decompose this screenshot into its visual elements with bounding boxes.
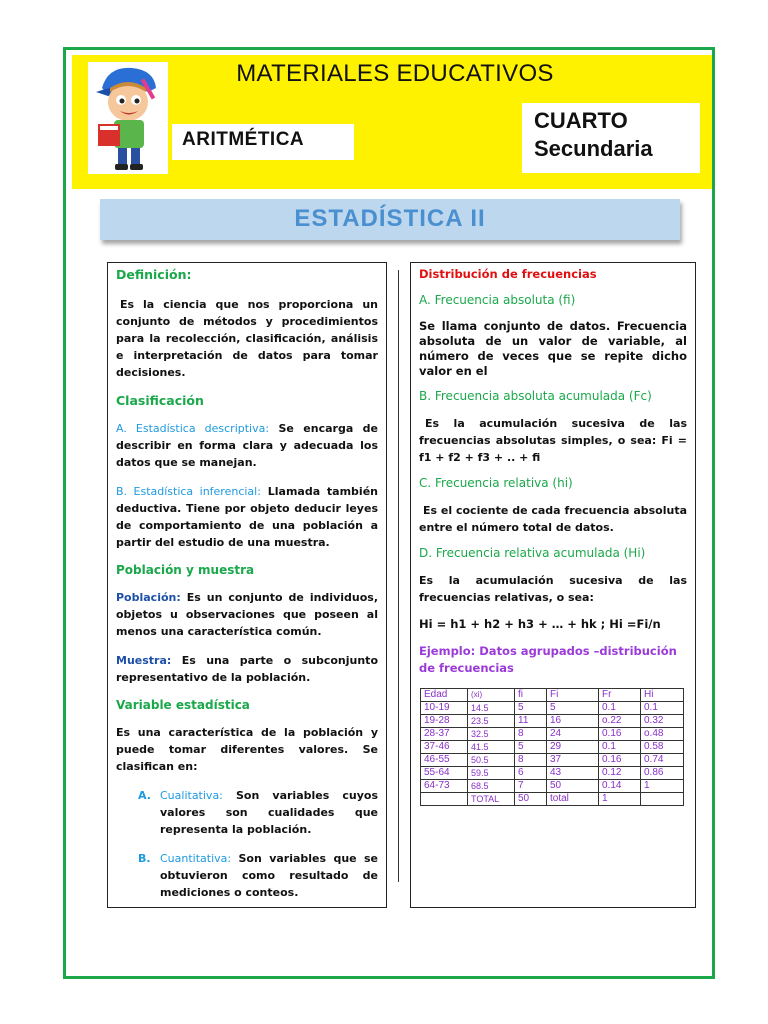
definition-heading: Definición: [116,267,192,282]
table-cell: 16 [547,715,599,728]
table-cell: 14.5 [468,702,515,715]
relative-cumulative-formula: Hi = h1 + h2 + h3 + … + hk ; Hi =Fi/n [419,617,661,631]
header-cell: fi [515,689,547,702]
cumulative-frequency-text: Es la acumulación sucesiva de las frecuencias absolutas simples, o sea: Fi = f1 + f2 + f3 + .. + fi [419,417,687,464]
table-cell: 10-19 [421,702,468,715]
qualitative-label: Cualitativa: [160,789,223,802]
table-cell: 6 [515,767,547,780]
student-mascot-icon [88,62,168,174]
header-cell: Hi [641,689,684,702]
table-cell: 41.5 [468,741,515,754]
table-cell: 46-55 [421,754,468,767]
table-header-row [421,689,684,702]
descriptive-label: A. Estadística descriptiva: [116,422,270,435]
table-cell: 7 [515,780,547,793]
header-cell: Edad [421,689,468,702]
table-cell: 1 [641,780,684,793]
population-heading: Población y muestra [116,563,255,577]
table-cell: 0.58 [641,741,684,754]
absolute-frequency-text: Se llama conjunto de datos. Frecuencia absoluta de un valor de variable, al número de veces que se repite dicho valor en el [419,319,687,378]
table-cell: 43 [547,767,599,780]
table-cell: 64-73 [421,780,468,793]
right-panel [410,262,696,908]
table-cell: 0.86 [641,767,684,780]
variable-heading: Variable estadística [116,698,250,712]
table-cell: 0.1 [599,741,641,754]
table-cell: 68.5 [468,780,515,793]
relative-frequency-heading: C. Frecuencia relativa (hi) [419,476,573,490]
table-cell: 1 [599,793,641,806]
table-cell: 0.14 [599,780,641,793]
quantitative-text: Son variables que se obtuvieron como resultado de mediciones o conteos. [160,852,378,899]
table-cell: 0.16 [599,728,641,741]
table-cell: o.22 [599,715,641,728]
table-cell: 0.1 [641,702,684,715]
table-cell: 5 [515,702,547,715]
qualitative-text: Son variables cuyos valores son cualidades que representa la población. [160,789,378,836]
table-row [421,780,684,793]
example-heading: Ejemplo: Datos agrupados –distribución de frecuencias [419,644,677,675]
descriptive-paragraph [116,420,378,471]
descriptive-text: Se encarga de describir en forma clara y adecuada los datos que se manejan. [116,422,378,469]
variable-text: Es una característica de la población y puede tomar diferentes valores. Se clasifican en: [116,726,378,773]
inferential-label: B. Estadística inferencial: [116,485,261,498]
header-cell: Fi [547,689,599,702]
left-panel [107,262,387,908]
header-cell: Fr [599,689,641,702]
quantitative-item [116,850,378,901]
quantitative-label: Cuantitativa: [160,852,232,865]
classification-heading: Clasificación [116,393,204,408]
table-cell: 0.74 [641,754,684,767]
grade-label [522,103,700,173]
table-cell: 11 [515,715,547,728]
column-divider [398,270,399,882]
table-row [421,728,684,741]
population-paragraph [116,589,378,640]
grade-line-2: Secundaria [534,136,653,161]
absolute-frequency-heading: A. Frecuencia absoluta (fi) [419,293,576,307]
table-row [421,793,684,806]
table-cell: 28-37 [421,728,468,741]
table-cell: 19-28 [421,715,468,728]
table-row [421,754,684,767]
table-cell: 8 [515,754,547,767]
banner-title: MATERIALES EDUCATIVOS [236,60,554,87]
subject-label: ARITMÉTICA [172,124,354,160]
table-cell: 0.12 [599,767,641,780]
relative-frequency-text: Es el cociente de cada frecuencia absoluta entre el número total de datos. [419,504,687,534]
qualitative-item [116,787,378,838]
frequency-table-body [421,689,684,806]
distribution-heading: Distribución de frecuencias [419,267,597,281]
table-cell: o.48 [641,728,684,741]
table-row [421,741,684,754]
sample-text: Es una parte o subconjunto representativo de la población. [116,654,378,684]
table-cell: 50 [547,780,599,793]
sample-label: Muestra: [116,654,172,667]
table-cell: 50.5 [468,754,515,767]
cumulative-frequency-heading: B. Frecuencia absoluta acumulada (Fc) [419,389,652,403]
table-cell: 5 [547,702,599,715]
relative-cumulative-text: Es la acumulación sucesiva de las frecuencias relativas, o sea: [419,574,687,604]
table-row [421,715,684,728]
table-cell: 23.5 [468,715,515,728]
population-label: Población: [116,591,181,604]
topic-title: ESTADÍSTICA II [100,199,680,240]
inferential-text: Llamada también deductiva. Tiene por objeto deducir leyes de comportamiento de una población a partir del estudio de una muestra. [116,485,378,549]
table-cell: 0.32 [641,715,684,728]
table-cell: 29 [547,741,599,754]
table-cell: 24 [547,728,599,741]
table-row [421,702,684,715]
relative-cumulative-heading: D. Frecuencia relativa acumulada (Hi) [419,546,646,560]
table-cell: 5 [515,741,547,754]
definition-text: Es la ciencia que nos proporciona un conjunto de métodos y procedimientos para la recolección, clasificación, análisis e interpretación de datos para tomar decisiones. [116,298,378,379]
table-cell: 32.5 [468,728,515,741]
table-cell: 37-46 [421,741,468,754]
qualitative-marker: A. [138,789,151,802]
frequency-table [420,688,684,806]
header-cell: (xi) [468,689,515,702]
table-cell: 50 [515,793,547,806]
table-cell: 0.16 [599,754,641,767]
table-cell: total [547,793,599,806]
sample-paragraph [116,652,378,686]
quantitative-marker: B. [138,852,151,865]
table-cell [421,793,468,806]
table-cell: 37 [547,754,599,767]
inferential-paragraph [116,483,378,551]
table-cell: 0.1 [599,702,641,715]
table-cell: 8 [515,728,547,741]
table-cell: 55-64 [421,767,468,780]
grade-line-1: CUARTO [534,108,628,133]
table-row [421,767,684,780]
table-cell [641,793,684,806]
table-cell: 59.5 [468,767,515,780]
population-text: Es un conjunto de individuos, objetos u observaciones que poseen al menos una característica común. [116,591,378,638]
table-cell: TOTAL [468,793,515,806]
